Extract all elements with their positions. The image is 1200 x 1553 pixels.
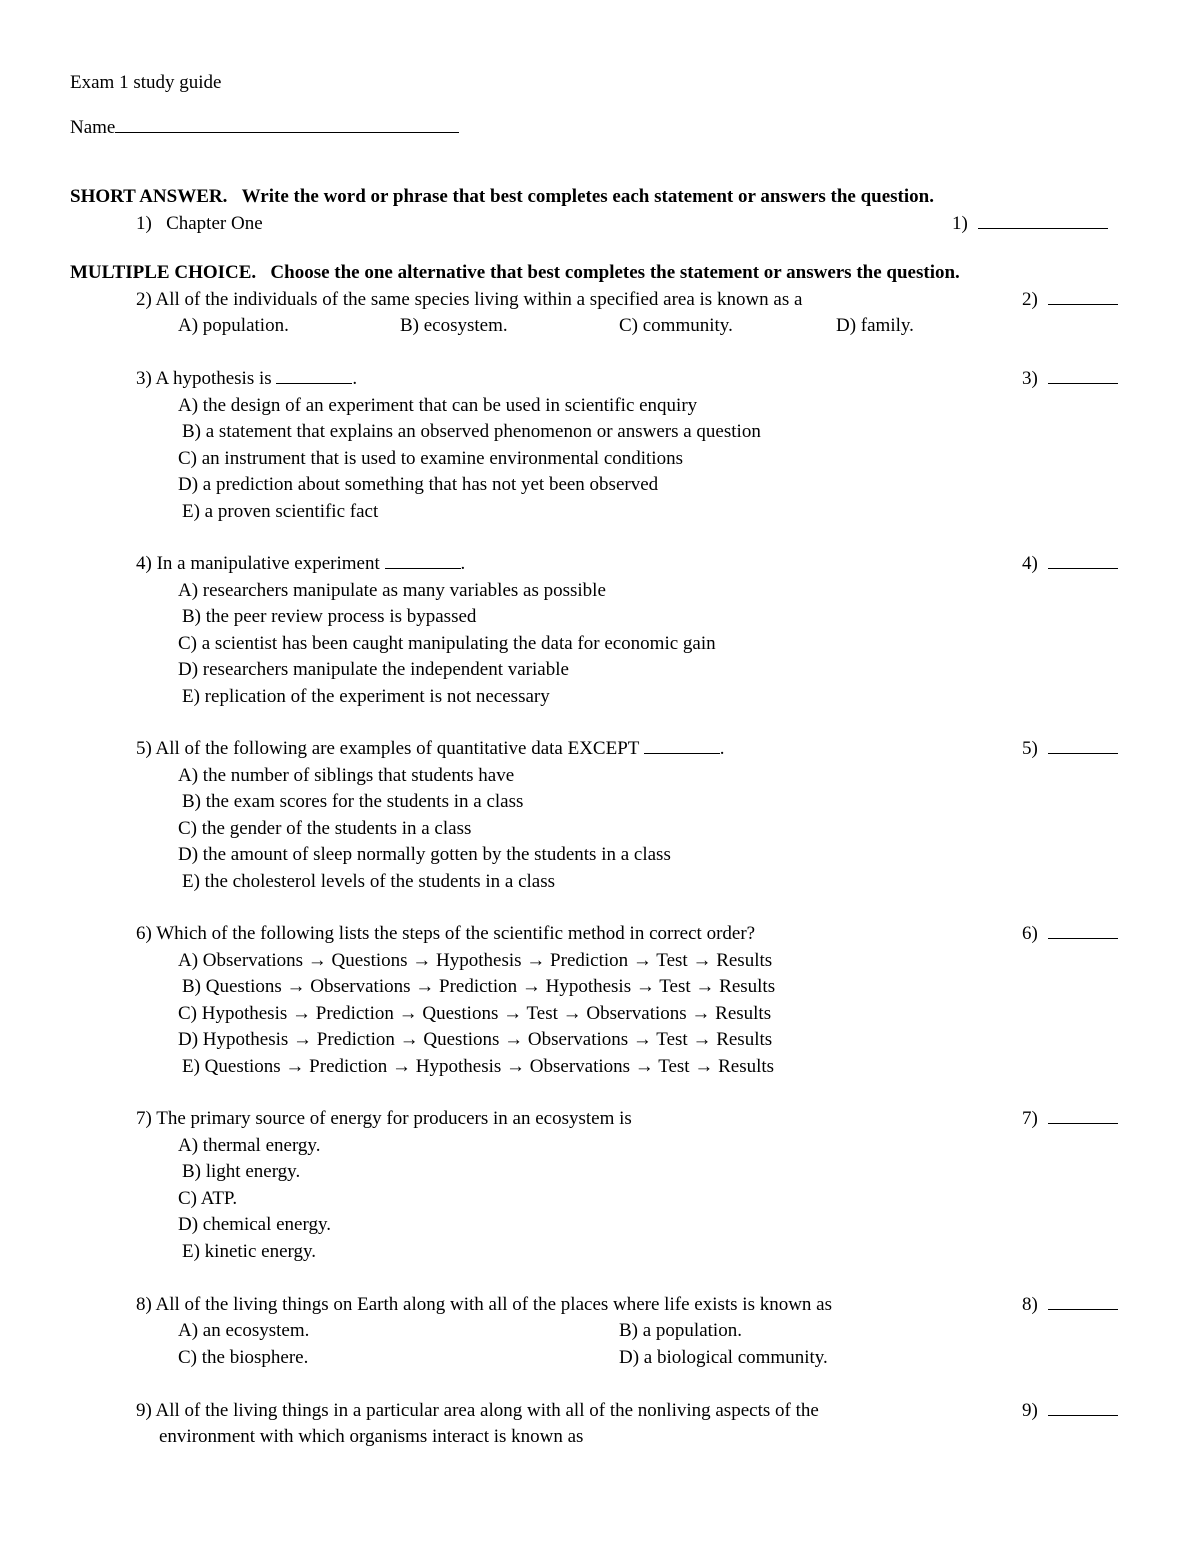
q4-stem-text: 4) In a manipulative experiment <box>136 553 380 574</box>
q6-option-a: A) Observations → Questions → Hypothesis → Prediction → Test → Results <box>178 950 773 971</box>
q5-stem <box>136 737 725 761</box>
q3-option-d: D) a prediction about something that has not yet been observed <box>178 474 659 495</box>
q4-option-b: B) the peer review process is bypassed <box>182 606 477 627</box>
q2-stem: 2) All of the individuals of the same species living within a specified area is known as a <box>136 289 803 310</box>
q4-option-c: C) a scientist has been caught manipulating the data for economic gain <box>178 633 716 654</box>
q2-answer-label: 2) <box>1022 289 1038 310</box>
short-answer-instruction: Write the word or phrase that best completes each statement or answers the question. <box>241 186 934 207</box>
q3-option-a: A) the design of an experiment that can be used in scientific enquiry <box>178 395 698 416</box>
q8-answer <box>1022 1293 1118 1317</box>
q4-answer-blank <box>1048 567 1118 569</box>
q9-answer-blank <box>1048 1414 1118 1416</box>
name-label: Name <box>70 117 116 138</box>
q3-option-c: C) an instrument that is used to examine environmental conditions <box>178 448 683 469</box>
q3-option-e: E) a proven scientific fact <box>182 501 379 522</box>
q9-answer-label: 9) <box>1022 1400 1038 1421</box>
q8-option-a: A) an ecosystem. <box>178 1320 310 1341</box>
q3-answer <box>1022 367 1118 391</box>
q8-answer-blank <box>1048 1308 1118 1310</box>
short-answer-heading <box>70 185 934 209</box>
q1-answer-label: 1) <box>952 213 968 234</box>
q8-option-d: D) a biological community. <box>619 1347 828 1368</box>
q8-stem: 8) All of the living things on Earth along with all of the places where life exists is known as <box>136 1294 833 1315</box>
q2-answer <box>1022 288 1118 312</box>
name-blank <box>115 131 459 133</box>
short-answer-title: SHORT ANSWER. <box>70 186 228 207</box>
q2-option-c: C) community. <box>619 315 733 336</box>
q6-option-b: B) Questions → Observations → Prediction → Hypothesis → Test → Results <box>182 976 776 997</box>
multiple-choice-heading <box>70 261 960 285</box>
q7-option-c: C) ATP. <box>178 1188 238 1209</box>
q2-option-d: D) family. <box>836 315 914 336</box>
q5-answer <box>1022 737 1118 761</box>
q6-stem: 6) Which of the following lists the steps of the scientific method in correct order? <box>136 923 756 944</box>
q4-answer <box>1022 552 1118 576</box>
q6-answer <box>1022 922 1118 946</box>
name-field <box>70 116 459 140</box>
q5-option-d: D) the amount of sleep normally gotten by the students in a class <box>178 844 671 865</box>
q7-answer-label: 7) <box>1022 1108 1038 1129</box>
q5-option-b: B) the exam scores for the students in a class <box>182 791 524 812</box>
q6-option-e: E) Questions → Prediction → Hypothesis → Observations → Test → Results <box>182 1056 775 1077</box>
q3-option-b: B) a statement that explains an observed phenomenon or answers a question <box>182 421 761 442</box>
q7-option-a: A) thermal energy. <box>178 1135 321 1156</box>
q4-option-d: D) researchers manipulate the independent variable <box>178 659 569 680</box>
q4-option-e: E) replication of the experiment is not necessary <box>182 686 550 707</box>
q5-answer-label: 5) <box>1022 738 1038 759</box>
q7-stem: 7) The primary source of energy for producers in an ecosystem is <box>136 1108 632 1129</box>
q7-answer-blank <box>1048 1122 1118 1124</box>
q5-option-e: E) the cholesterol levels of the students in a class <box>182 871 556 892</box>
q2-answer-blank <box>1048 303 1118 305</box>
q6-option-c: C) Hypothesis → Prediction → Questions → Test → Observations → Results <box>178 1003 772 1024</box>
q8-option-c: C) the biosphere. <box>178 1347 309 1368</box>
q5-stem-blank <box>644 752 720 754</box>
page-title: Exam 1 study guide <box>70 72 222 93</box>
q6-option-d: D) Hypothesis → Prediction → Questions → Observations → Test → Results <box>178 1029 773 1050</box>
q4-stem-end: . <box>460 553 466 574</box>
q3-answer-label: 3) <box>1022 368 1038 389</box>
q3-answer-blank <box>1048 382 1118 384</box>
q1-text: Chapter One <box>166 213 263 234</box>
q3-stem-end: . <box>352 368 358 389</box>
q7-answer <box>1022 1107 1118 1131</box>
q2-option-b: B) ecosystem. <box>400 315 508 336</box>
q9-stem-line2: environment with which organisms interact is known as <box>159 1426 584 1447</box>
q3-stem-blank <box>276 382 352 384</box>
q3-stem-text: 3) A hypothesis is <box>136 368 272 389</box>
q7-option-e: E) kinetic energy. <box>182 1241 317 1262</box>
q5-answer-blank <box>1048 752 1118 754</box>
q4-option-a: A) researchers manipulate as many variables as possible <box>178 580 606 601</box>
q3-stem <box>136 367 357 391</box>
q1-number: 1) <box>136 213 152 234</box>
multiple-choice-title: MULTIPLE CHOICE. <box>70 262 257 283</box>
q5-stem-text: 5) All of the following are examples of quantitative data EXCEPT <box>136 738 640 759</box>
multiple-choice-instruction: Choose the one alternative that best completes the statement or answers the question. <box>270 262 960 283</box>
q9-stem-line1: 9) All of the living things in a particular area along with all of the nonliving aspects of the <box>136 1400 819 1421</box>
q1-answer-blank <box>978 227 1108 229</box>
q4-stem <box>136 552 465 576</box>
q5-option-a: A) the number of siblings that students have <box>178 765 515 786</box>
q9-answer <box>1022 1399 1118 1423</box>
q5-stem-end: . <box>719 738 725 759</box>
q6-answer-blank <box>1048 937 1118 939</box>
q1-answer <box>952 212 1108 236</box>
q6-answer-label: 6) <box>1022 923 1038 944</box>
question-1 <box>136 212 263 236</box>
q7-option-b: B) light energy. <box>182 1161 301 1182</box>
q4-stem-blank <box>385 567 461 569</box>
q4-answer-label: 4) <box>1022 553 1038 574</box>
q5-option-c: C) the gender of the students in a class <box>178 818 472 839</box>
q8-answer-label: 8) <box>1022 1294 1038 1315</box>
q2-option-a: A) population. <box>178 315 289 336</box>
q7-option-d: D) chemical energy. <box>178 1214 331 1235</box>
q8-option-b: B) a population. <box>619 1320 742 1341</box>
